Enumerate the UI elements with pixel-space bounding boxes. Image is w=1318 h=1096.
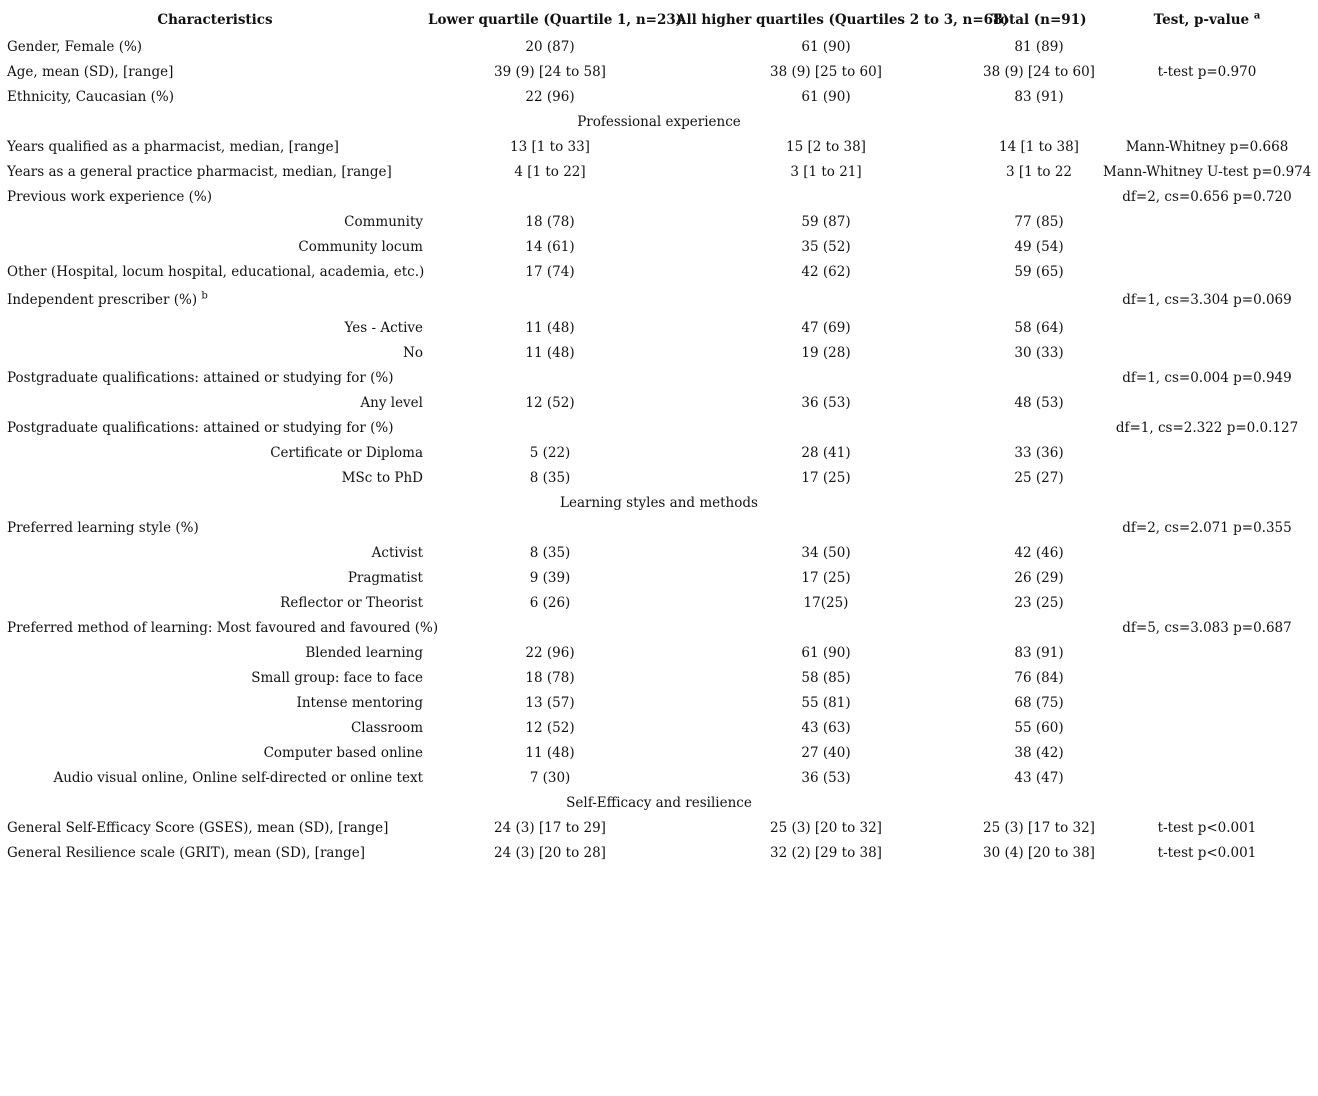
cell-total: 42 (46): [1014, 544, 1064, 561]
row-label: [4, 540, 426, 565]
cell-test: [1100, 765, 1314, 790]
cell-higher-quartiles: 58 (85): [801, 669, 851, 686]
cell-higher-quartiles: [674, 615, 978, 640]
row-label: [4, 259, 426, 284]
cell-total: 30 (4) [20 to 38]: [983, 844, 1095, 861]
row-label: [4, 59, 426, 84]
cell-lower-quartile: 18 (78): [525, 213, 575, 230]
cell-test: df=2, cs=2.071 p=0.355: [1122, 519, 1292, 536]
cell-test: Mann-Whitney p=0.668: [1125, 138, 1289, 155]
cell-total: 25 (27): [1014, 469, 1064, 486]
cell-total: 58 (64): [1014, 319, 1064, 336]
row-label: [4, 590, 426, 615]
row-label: [4, 284, 426, 315]
cell-test: t-test p=0.970: [1157, 63, 1257, 80]
section-row: [4, 109, 1314, 134]
cell-lower-quartile: 24 (3) [20 to 28]: [494, 844, 606, 861]
cell-test: [1100, 209, 1314, 234]
cell-test: [1100, 340, 1314, 365]
table-subrow: [4, 465, 1314, 490]
row-label-text: Blended learning: [305, 644, 423, 661]
row-label-footnote: b: [201, 290, 208, 301]
row-label-text: Independent prescriber (%): [7, 291, 198, 308]
row-label-text: Audio visual online, Online self-directed or online text: [53, 769, 423, 786]
cell-higher-quartiles: 3 [1 to 21]: [790, 163, 862, 180]
section-heading: Professional experience: [577, 113, 741, 130]
cell-lower-quartile: 11 (48): [525, 744, 575, 761]
table-subrow: [4, 209, 1314, 234]
table-row: [4, 615, 1314, 640]
header-lower-quartile: Lower quartile (Quartile 1, n=23): [428, 12, 683, 28]
table-subrow: [4, 665, 1314, 690]
row-label-text: General Resilience scale (GRIT), mean (SD), [range]: [7, 844, 366, 861]
cell-higher-quartiles: 36 (53): [801, 394, 851, 411]
cell-lower-quartile: [426, 515, 674, 540]
cell-lower-quartile: [426, 615, 674, 640]
row-label: [4, 665, 426, 690]
row-label-text: Postgraduate qualifications: attained or studying for (%): [7, 369, 394, 386]
row-label-text: Other (Hospital, locum hospital, educational, academia, etc.): [7, 263, 425, 280]
row-label: [4, 390, 426, 415]
cell-total: [978, 184, 1100, 209]
table-row: [4, 284, 1314, 315]
cell-total: 3 [1 to 22: [1005, 163, 1073, 180]
row-label: [4, 440, 426, 465]
cell-higher-quartiles: 32 (2) [29 to 38]: [770, 844, 882, 861]
cell-higher-quartiles: 25 (3) [20 to 32]: [770, 819, 882, 836]
table-body: [4, 34, 1314, 865]
cell-lower-quartile: 24 (3) [17 to 29]: [494, 819, 606, 836]
cell-higher-quartiles: 55 (81): [801, 694, 851, 711]
section-heading: Self-Efficacy and resilience: [566, 794, 752, 811]
cell-total: 68 (75): [1014, 694, 1064, 711]
table-subrow: [4, 715, 1314, 740]
cell-lower-quartile: [426, 365, 674, 390]
row-label-text: Activist: [371, 544, 423, 561]
cell-lower-quartile: 9 (39): [529, 569, 571, 586]
row-label: [4, 840, 426, 865]
row-label-text: Classroom: [350, 719, 423, 736]
cell-lower-quartile: 13 (57): [525, 694, 575, 711]
row-label: [4, 640, 426, 665]
cell-test: df=1, cs=2.322 p=0.0.127: [1115, 419, 1299, 436]
cell-test: [1100, 590, 1314, 615]
table-row: [4, 365, 1314, 390]
cell-higher-quartiles: 15 [2 to 38]: [786, 138, 866, 155]
cell-lower-quartile: 12 (52): [525, 719, 575, 736]
table-subrow: [4, 259, 1314, 284]
row-label: [4, 184, 426, 209]
cell-higher-quartiles: 17(25): [803, 594, 849, 611]
table-subrow: [4, 590, 1314, 615]
row-label-text: Age, mean (SD), [range]: [7, 63, 174, 80]
section-row: [4, 790, 1314, 815]
cell-lower-quartile: 4 [1 to 22]: [514, 163, 586, 180]
table-row: [4, 184, 1314, 209]
cell-test: [1100, 390, 1314, 415]
cell-higher-quartiles: 61 (90): [801, 88, 851, 105]
row-label-text: No: [403, 344, 423, 361]
cell-higher-quartiles: 17 (25): [801, 469, 851, 486]
row-label-text: Years qualified as a pharmacist, median, [range]: [7, 138, 339, 155]
cell-higher-quartiles: 19 (28): [801, 344, 851, 361]
cell-test: [1100, 715, 1314, 740]
row-label-text: Gender, Female (%): [7, 38, 143, 55]
row-label: [4, 715, 426, 740]
cell-test: df=1, cs=3.304 p=0.069: [1122, 291, 1292, 308]
cell-total: 30 (33): [1014, 344, 1064, 361]
cell-lower-quartile: 7 (30): [529, 769, 571, 786]
cell-higher-quartiles: 42 (62): [801, 263, 851, 280]
cell-lower-quartile: 20 (87): [525, 38, 575, 55]
cell-test: [1100, 665, 1314, 690]
cell-lower-quartile: [426, 284, 674, 315]
table-row: [4, 415, 1314, 440]
row-label: [4, 209, 426, 234]
cell-total: [978, 615, 1100, 640]
cell-total: [978, 415, 1100, 440]
row-label-text: Certificate or Diploma: [270, 444, 423, 461]
cell-total: 81 (89): [1014, 38, 1064, 55]
cell-test: [1100, 315, 1314, 340]
cell-test: [1100, 465, 1314, 490]
row-label-text: Any level: [360, 394, 423, 411]
header-higher-quartiles: All higher quartiles (Quartiles 2 to 3, n=68): [676, 12, 1009, 28]
cell-total: 25 (3) [17 to 32]: [983, 819, 1095, 836]
cell-test: df=2, cs=0.656 p=0.720: [1122, 188, 1292, 205]
table-subrow: [4, 234, 1314, 259]
cell-lower-quartile: 39 (9) [24 to 58]: [494, 63, 606, 80]
cell-higher-quartiles: [674, 515, 978, 540]
row-label: [4, 84, 426, 109]
cell-higher-quartiles: 27 (40): [801, 744, 851, 761]
cell-higher-quartiles: 17 (25): [801, 569, 851, 586]
row-label: [4, 515, 426, 540]
row-label-text: Community: [344, 213, 423, 230]
cell-total: 23 (25): [1014, 594, 1064, 611]
cell-higher-quartiles: 35 (52): [801, 238, 851, 255]
cell-lower-quartile: 22 (96): [525, 644, 575, 661]
row-label: [4, 690, 426, 715]
table-subrow: [4, 540, 1314, 565]
table-subrow: [4, 740, 1314, 765]
cell-higher-quartiles: [674, 365, 978, 390]
cell-total: 59 (65): [1014, 263, 1064, 280]
cell-total: [978, 284, 1100, 315]
table-row: [4, 34, 1314, 59]
row-label-text: Intense mentoring: [296, 694, 423, 711]
header-test-label: Test, p-value: [1153, 12, 1250, 28]
table-row: [4, 84, 1314, 109]
cell-total: [978, 365, 1100, 390]
row-label-text: Postgraduate qualifications: attained or studying for (%): [7, 419, 394, 436]
cell-test: [1100, 234, 1314, 259]
characteristics-table: [4, 6, 1314, 865]
row-label-text: Previous work experience (%): [7, 188, 213, 205]
row-label-text: Preferred learning style (%): [7, 519, 199, 536]
row-label-text: Preferred method of learning: Most favoured and favoured (%): [7, 619, 439, 636]
row-label: [4, 565, 426, 590]
header-characteristics: Characteristics: [157, 12, 273, 28]
row-label-text: Yes - Active: [344, 319, 423, 336]
cell-total: 26 (29): [1014, 569, 1064, 586]
cell-lower-quartile: 18 (78): [525, 669, 575, 686]
cell-higher-quartiles: [674, 184, 978, 209]
cell-total: 14 [1 to 38]: [999, 138, 1079, 155]
cell-higher-quartiles: [674, 284, 978, 315]
cell-test: [1100, 740, 1314, 765]
cell-test: Mann-Whitney U-test p=0.974: [1103, 163, 1312, 180]
cell-total: 55 (60): [1014, 719, 1064, 736]
table-row: [4, 59, 1314, 84]
table-row: [4, 840, 1314, 865]
cell-higher-quartiles: 47 (69): [801, 319, 851, 336]
row-label-text: Years as a general practice pharmacist, median, [range]: [7, 163, 392, 180]
row-label: [4, 340, 426, 365]
row-label: [4, 740, 426, 765]
cell-total: 83 (91): [1014, 88, 1064, 105]
cell-higher-quartiles: 38 (9) [25 to 60]: [770, 63, 882, 80]
cell-total: 33 (36): [1014, 444, 1064, 461]
cell-higher-quartiles: 34 (50): [801, 544, 851, 561]
row-label-text: Pragmatist: [347, 569, 423, 586]
cell-total: [978, 515, 1100, 540]
table-row: [4, 815, 1314, 840]
cell-test: df=1, cs=0.004 p=0.949: [1122, 369, 1292, 386]
cell-test: [1100, 84, 1314, 109]
table-row: [4, 515, 1314, 540]
row-label-text: MSc to PhD: [341, 469, 423, 486]
cell-lower-quartile: 13 [1 to 33]: [510, 138, 590, 155]
cell-higher-quartiles: 59 (87): [801, 213, 851, 230]
table-subrow: [4, 315, 1314, 340]
cell-total: 48 (53): [1014, 394, 1064, 411]
cell-total: 83 (91): [1014, 644, 1064, 661]
table-row: [4, 134, 1314, 159]
table-subrow: [4, 340, 1314, 365]
row-label: [4, 365, 426, 390]
table-subrow: [4, 440, 1314, 465]
cell-higher-quartiles: [674, 415, 978, 440]
cell-higher-quartiles: 61 (90): [801, 644, 851, 661]
row-label: [4, 159, 426, 184]
cell-lower-quartile: 11 (48): [525, 319, 575, 336]
cell-lower-quartile: [426, 415, 674, 440]
row-label: [4, 34, 426, 59]
cell-test: [1100, 640, 1314, 665]
table-subrow: [4, 690, 1314, 715]
cell-total: 49 (54): [1014, 238, 1064, 255]
cell-test: [1100, 565, 1314, 590]
row-label: [4, 415, 426, 440]
row-label: [4, 315, 426, 340]
cell-test: df=5, cs=3.083 p=0.687: [1122, 619, 1292, 636]
section-heading: Learning styles and methods: [560, 494, 758, 511]
row-label-text: Small group: face to face: [251, 669, 423, 686]
header-test: [1100, 6, 1314, 34]
row-label: [4, 615, 439, 640]
cell-lower-quartile: 22 (96): [525, 88, 575, 105]
cell-total: 76 (84): [1014, 669, 1064, 686]
cell-test: [1100, 690, 1314, 715]
header-total: Total (n=91): [991, 12, 1087, 28]
row-label: [4, 234, 426, 259]
cell-total: 77 (85): [1014, 213, 1064, 230]
cell-lower-quartile: 5 (22): [529, 444, 571, 461]
cell-lower-quartile: 8 (35): [529, 469, 571, 486]
table-subrow: [4, 390, 1314, 415]
cell-total: 43 (47): [1014, 769, 1064, 786]
row-label-text: Community locum: [298, 238, 423, 255]
cell-lower-quartile: 8 (35): [529, 544, 571, 561]
row-label-text: Computer based online: [263, 744, 423, 761]
cell-lower-quartile: 11 (48): [525, 344, 575, 361]
row-label: [4, 765, 426, 790]
cell-lower-quartile: 6 (26): [529, 594, 571, 611]
cell-higher-quartiles: 28 (41): [801, 444, 851, 461]
header-test-footnote: a: [1253, 10, 1261, 22]
table-subrow: [4, 565, 1314, 590]
cell-higher-quartiles: 61 (90): [801, 38, 851, 55]
table-subrow: [4, 765, 1314, 790]
row-label-text: General Self-Efficacy Score (GSES), mean (SD), [range]: [7, 819, 389, 836]
cell-lower-quartile: 17 (74): [525, 263, 575, 280]
cell-total: 38 (9) [24 to 60]: [983, 63, 1095, 80]
row-label: [4, 815, 426, 840]
cell-test: [1100, 34, 1314, 59]
row-label: [4, 134, 426, 159]
cell-lower-quartile: 12 (52): [525, 394, 575, 411]
section-row: [4, 490, 1314, 515]
row-label: [4, 465, 426, 490]
cell-test: [1100, 259, 1314, 284]
cell-lower-quartile: [426, 184, 674, 209]
header-row: [4, 6, 1314, 34]
table-row: [4, 159, 1314, 184]
cell-test: t-test p<0.001: [1157, 819, 1257, 836]
cell-test: t-test p<0.001: [1157, 844, 1257, 861]
cell-total: 38 (42): [1014, 744, 1064, 761]
cell-lower-quartile: 14 (61): [525, 238, 575, 255]
cell-test: [1100, 540, 1314, 565]
cell-test: [1100, 440, 1314, 465]
row-label-text: Reflector or Theorist: [280, 594, 423, 611]
row-label-text: Ethnicity, Caucasian (%): [7, 88, 175, 105]
table-subrow: [4, 640, 1314, 665]
cell-higher-quartiles: 36 (53): [801, 769, 851, 786]
cell-higher-quartiles: 43 (63): [801, 719, 851, 736]
